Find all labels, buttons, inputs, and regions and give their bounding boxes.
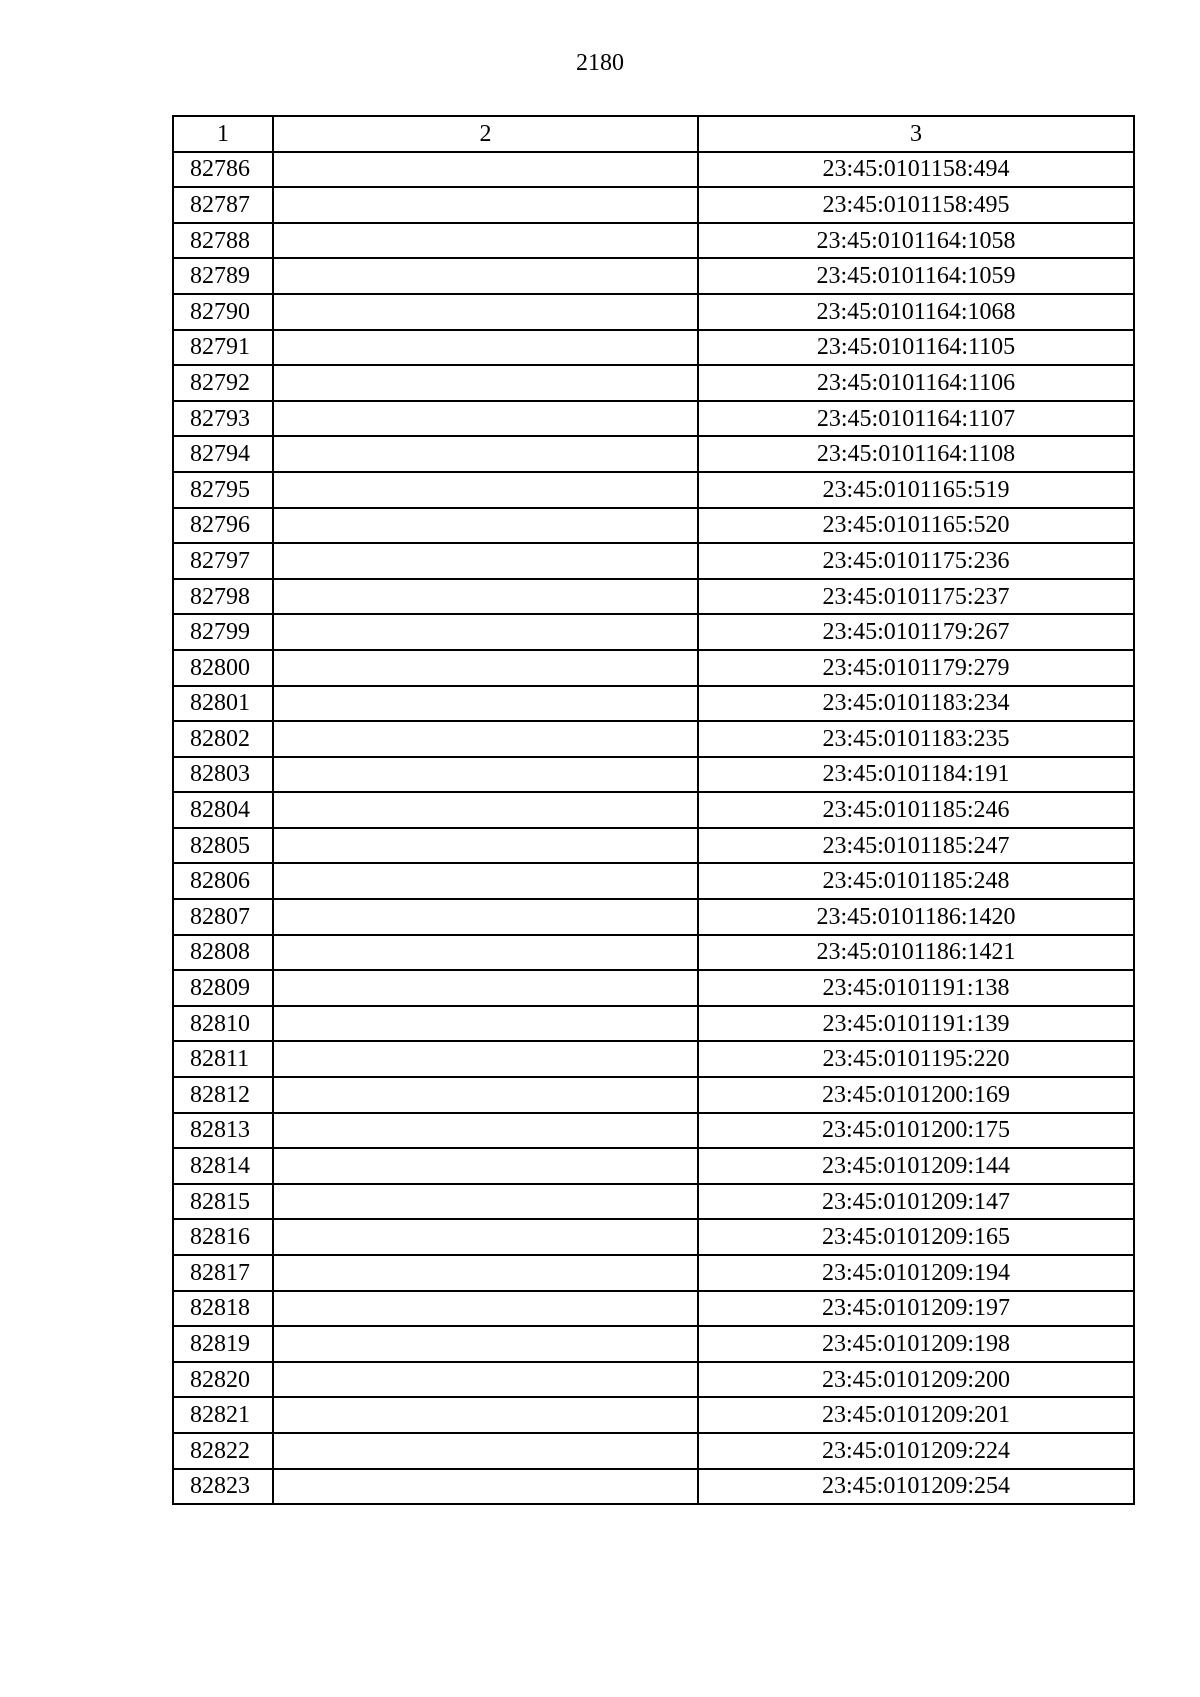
empty-cell — [273, 1184, 698, 1220]
row-number-cell: 82788 — [173, 223, 273, 259]
row-number-cell: 82794 — [173, 436, 273, 472]
table-row — [173, 223, 1134, 259]
cadastral-number-cell: 23:45:0101175:237 — [698, 579, 1134, 615]
empty-cell — [273, 1219, 698, 1255]
cadastral-number-cell: 23:45:0101183:235 — [698, 721, 1134, 757]
row-number-cell: 82821 — [173, 1397, 273, 1433]
cadastral-number-cell: 23:45:0101183:234 — [698, 686, 1134, 722]
row-number-cell: 82808 — [173, 935, 273, 971]
cadastral-number-cell: 23:45:0101164:1108 — [698, 436, 1134, 472]
table-body — [173, 152, 1134, 1505]
cadastral-number-cell: 23:45:0101191:139 — [698, 1006, 1134, 1042]
table-row — [173, 1326, 1134, 1362]
empty-cell — [273, 1469, 698, 1505]
row-number-cell: 82792 — [173, 365, 273, 401]
row-number-cell: 82789 — [173, 258, 273, 294]
table-row — [173, 828, 1134, 864]
cadastral-number-cell: 23:45:0101186:1421 — [698, 935, 1134, 971]
row-number-cell: 82814 — [173, 1148, 273, 1184]
empty-cell — [273, 899, 698, 935]
cadastral-number-cell: 23:45:0101209:197 — [698, 1291, 1134, 1327]
table-row — [173, 1219, 1134, 1255]
cadastral-number-cell: 23:45:0101164:1059 — [698, 258, 1134, 294]
row-number-cell: 82822 — [173, 1433, 273, 1469]
cadastral-number-cell: 23:45:0101164:1058 — [698, 223, 1134, 259]
empty-cell — [273, 1148, 698, 1184]
cadastral-number-cell: 23:45:0101209:198 — [698, 1326, 1134, 1362]
table-row — [173, 330, 1134, 366]
cadastral-number-cell: 23:45:0101209:165 — [698, 1219, 1134, 1255]
row-number-cell: 82823 — [173, 1469, 273, 1505]
row-number-cell: 82817 — [173, 1255, 273, 1291]
empty-cell — [273, 863, 698, 899]
table-row — [173, 543, 1134, 579]
empty-cell — [273, 1433, 698, 1469]
cadastral-number-cell: 23:45:0101164:1106 — [698, 365, 1134, 401]
cadastral-number-cell: 23:45:0101209:254 — [698, 1469, 1134, 1505]
cadastral-number-cell: 23:45:0101209:147 — [698, 1184, 1134, 1220]
cadastral-number-cell: 23:45:0101165:520 — [698, 508, 1134, 544]
cadastral-number-cell: 23:45:0101191:138 — [698, 970, 1134, 1006]
empty-cell — [273, 1041, 698, 1077]
empty-cell — [273, 1255, 698, 1291]
registry-table — [172, 115, 1135, 1505]
table-row — [173, 472, 1134, 508]
cadastral-number-cell: 23:45:0101209:200 — [698, 1362, 1134, 1398]
row-number-cell: 82810 — [173, 1006, 273, 1042]
empty-cell — [273, 686, 698, 722]
empty-cell — [273, 970, 698, 1006]
empty-cell — [273, 543, 698, 579]
table-row — [173, 757, 1134, 793]
table-row — [173, 1362, 1134, 1398]
table-row — [173, 899, 1134, 935]
row-number-cell: 82799 — [173, 614, 273, 650]
row-number-cell: 82798 — [173, 579, 273, 615]
table-row — [173, 1006, 1134, 1042]
row-number-cell: 82803 — [173, 757, 273, 793]
row-number-cell: 82818 — [173, 1291, 273, 1327]
row-number-cell: 82786 — [173, 152, 273, 188]
empty-cell — [273, 1397, 698, 1433]
table-row — [173, 614, 1134, 650]
empty-cell — [273, 365, 698, 401]
cadastral-number-cell: 23:45:0101158:494 — [698, 152, 1134, 188]
table-row — [173, 650, 1134, 686]
cadastral-number-cell: 23:45:0101164:1107 — [698, 401, 1134, 437]
row-number-cell: 82813 — [173, 1113, 273, 1149]
row-number-cell: 82790 — [173, 294, 273, 330]
row-number-cell: 82807 — [173, 899, 273, 935]
cadastral-number-cell: 23:45:0101200:169 — [698, 1077, 1134, 1113]
cadastral-number-cell: 23:45:0101185:246 — [698, 792, 1134, 828]
table-row — [173, 187, 1134, 223]
table-row — [173, 792, 1134, 828]
row-number-cell: 82796 — [173, 508, 273, 544]
table-row — [173, 1077, 1134, 1113]
row-number-cell: 82816 — [173, 1219, 273, 1255]
cadastral-number-cell: 23:45:0101209:201 — [698, 1397, 1134, 1433]
table-row — [173, 365, 1134, 401]
empty-cell — [273, 721, 698, 757]
row-number-cell: 82809 — [173, 970, 273, 1006]
empty-cell — [273, 828, 698, 864]
table-row — [173, 401, 1134, 437]
row-number-cell: 82812 — [173, 1077, 273, 1113]
empty-cell — [273, 472, 698, 508]
header-col-1: 1 — [173, 116, 273, 152]
cadastral-number-cell: 23:45:0101179:279 — [698, 650, 1134, 686]
row-number-cell: 82811 — [173, 1041, 273, 1077]
table-row — [173, 436, 1134, 472]
row-number-cell: 82791 — [173, 330, 273, 366]
cadastral-number-cell: 23:45:0101175:236 — [698, 543, 1134, 579]
table-row — [173, 1291, 1134, 1327]
table-row — [173, 935, 1134, 971]
table-row — [173, 1433, 1134, 1469]
empty-cell — [273, 935, 698, 971]
header-col-2: 2 — [273, 116, 698, 152]
cadastral-number-cell: 23:45:0101195:220 — [698, 1041, 1134, 1077]
cadastral-number-cell: 23:45:0101209:194 — [698, 1255, 1134, 1291]
empty-cell — [273, 579, 698, 615]
cadastral-number-cell: 23:45:0101179:267 — [698, 614, 1134, 650]
empty-cell — [273, 436, 698, 472]
row-number-cell: 82820 — [173, 1362, 273, 1398]
row-number-cell: 82797 — [173, 543, 273, 579]
cadastral-number-cell: 23:45:0101164:1068 — [698, 294, 1134, 330]
empty-cell — [273, 1006, 698, 1042]
table-row — [173, 970, 1134, 1006]
row-number-cell: 82801 — [173, 686, 273, 722]
table-header — [173, 116, 1134, 152]
row-number-cell: 82795 — [173, 472, 273, 508]
empty-cell — [273, 401, 698, 437]
table-row — [173, 508, 1134, 544]
table-row — [173, 294, 1134, 330]
table-row — [173, 579, 1134, 615]
empty-cell — [273, 650, 698, 686]
empty-cell — [273, 757, 698, 793]
row-number-cell: 82815 — [173, 1184, 273, 1220]
table-row — [173, 863, 1134, 899]
cadastral-number-cell: 23:45:0101186:1420 — [698, 899, 1134, 935]
table-row — [173, 152, 1134, 188]
table-row — [173, 1397, 1134, 1433]
cadastral-number-cell: 23:45:0101200:175 — [698, 1113, 1134, 1149]
table-row — [173, 686, 1134, 722]
cadastral-number-cell: 23:45:0101185:247 — [698, 828, 1134, 864]
table-row — [173, 721, 1134, 757]
row-number-cell: 82802 — [173, 721, 273, 757]
table-row — [173, 258, 1134, 294]
table-row — [173, 1148, 1134, 1184]
header-col-3: 3 — [698, 116, 1134, 152]
row-number-cell: 82806 — [173, 863, 273, 899]
empty-cell — [273, 614, 698, 650]
cadastral-number-cell: 23:45:0101184:191 — [698, 757, 1134, 793]
empty-cell — [273, 508, 698, 544]
row-number-cell: 82805 — [173, 828, 273, 864]
cadastral-number-cell: 23:45:0101164:1105 — [698, 330, 1134, 366]
row-number-cell: 82800 — [173, 650, 273, 686]
empty-cell — [273, 1326, 698, 1362]
empty-cell — [273, 1362, 698, 1398]
empty-cell — [273, 223, 698, 259]
header-row — [173, 116, 1134, 152]
table-row — [173, 1469, 1134, 1505]
page-number: 2180 — [576, 50, 624, 76]
cadastral-number-cell: 23:45:0101209:144 — [698, 1148, 1134, 1184]
table-row — [173, 1113, 1134, 1149]
row-number-cell: 82804 — [173, 792, 273, 828]
empty-cell — [273, 1077, 698, 1113]
empty-cell — [273, 187, 698, 223]
row-number-cell: 82793 — [173, 401, 273, 437]
row-number-cell: 82819 — [173, 1326, 273, 1362]
cadastral-number-cell: 23:45:0101209:224 — [698, 1433, 1134, 1469]
table-row — [173, 1041, 1134, 1077]
empty-cell — [273, 792, 698, 828]
empty-cell — [273, 152, 698, 188]
empty-cell — [273, 1291, 698, 1327]
empty-cell — [273, 258, 698, 294]
empty-cell — [273, 294, 698, 330]
empty-cell — [273, 1113, 698, 1149]
cadastral-number-cell: 23:45:0101158:495 — [698, 187, 1134, 223]
table-row — [173, 1184, 1134, 1220]
empty-cell — [273, 330, 698, 366]
cadastral-number-cell: 23:45:0101165:519 — [698, 472, 1134, 508]
cadastral-number-cell: 23:45:0101185:248 — [698, 863, 1134, 899]
table-row — [173, 1255, 1134, 1291]
row-number-cell: 82787 — [173, 187, 273, 223]
